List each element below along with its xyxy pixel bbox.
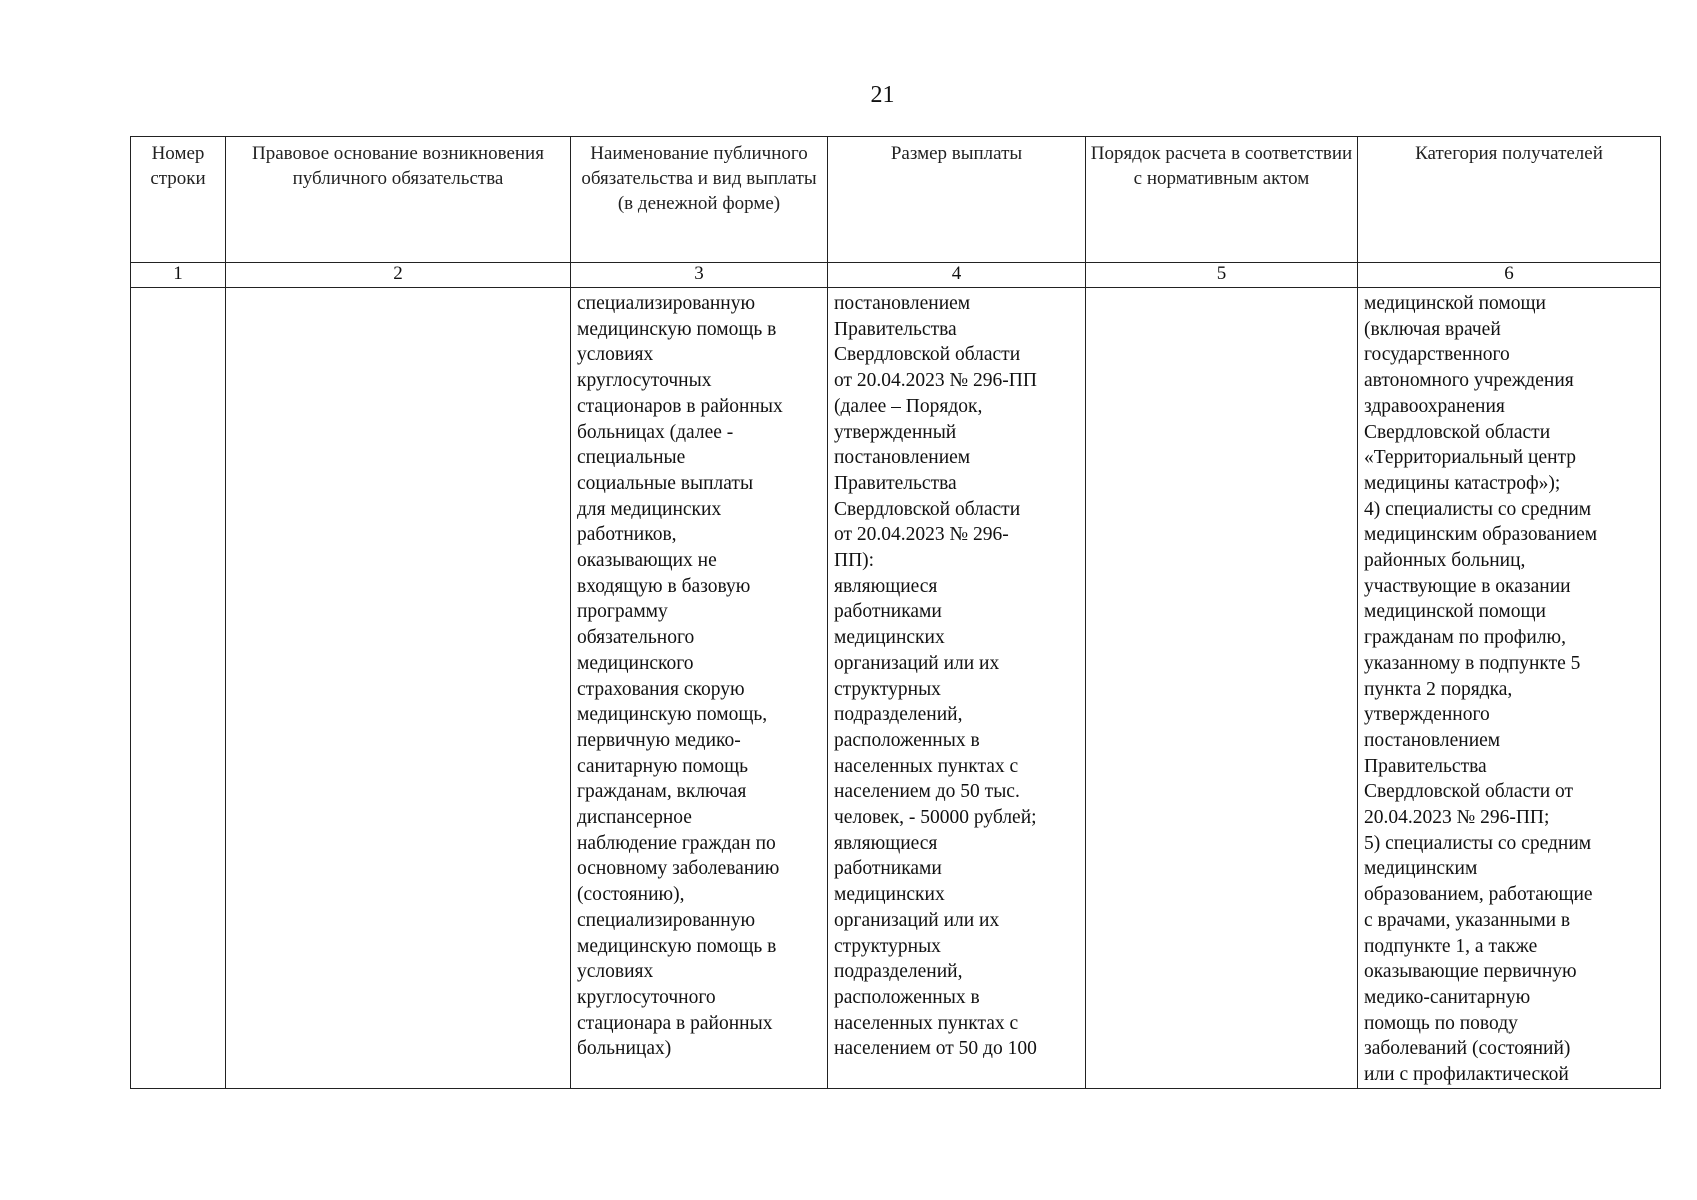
text-line: утвержденного (1364, 704, 1490, 726)
page-number: 21 (870, 82, 895, 108)
text-line: автономного учреждения (1364, 370, 1574, 392)
text-line: постановлением (834, 293, 971, 314)
text-line: районных больниц, (1364, 550, 1526, 572)
text-line: работниками (834, 858, 942, 880)
text-line: (включая врачей (1364, 318, 1501, 340)
text-line: медицинского (577, 652, 694, 674)
text-line: от 20.04.2023 № 296-ПП (834, 370, 1037, 392)
text-line: заболеваний (состояний) (1364, 1038, 1571, 1060)
column-number: 1 (131, 263, 226, 288)
payments-table (130, 136, 1661, 1089)
text-line: Правительства (834, 318, 957, 340)
text-line: социальные выплаты (577, 472, 754, 494)
text-line: медицинской помощи (1364, 293, 1546, 314)
text-line: помощь по поводу (1364, 1012, 1518, 1034)
text-line: медицинским образованием (1364, 524, 1598, 546)
column-number: 2 (226, 263, 571, 288)
header-recipient-category: Категория получателей (1358, 137, 1661, 263)
text-line: структурных (834, 678, 941, 700)
text-line: гражданам, включая (577, 781, 747, 803)
text-line: специальные (577, 447, 686, 469)
text-line: программу (577, 601, 668, 623)
text-line: населением от 50 до 100 (834, 1038, 1037, 1060)
text-line: «Территориальный центр (1364, 447, 1577, 469)
cell-obligation-name (571, 288, 828, 1089)
text-line: для медицинских (577, 498, 722, 520)
header-row-number: Номер строки (131, 137, 226, 263)
header-row (131, 137, 1661, 263)
text-line: медицинских (834, 884, 945, 906)
column-number: 4 (828, 263, 1086, 288)
text-line: Свердловской области (1364, 421, 1551, 443)
column-number: 5 (1086, 263, 1358, 288)
text-line: организаций или их (834, 652, 1000, 674)
text-line: государственного (1364, 344, 1510, 366)
text-line: с врачами, указанными в (1364, 909, 1571, 931)
cell-legal-basis (226, 288, 571, 1089)
text-line: постановлением (1364, 729, 1501, 751)
text-line: подразделений, (834, 961, 963, 983)
text-line: расположенных в (834, 729, 980, 751)
text-line: условиях (577, 344, 654, 366)
text-line: населенных пунктах с (834, 1012, 1019, 1034)
text-line: стационара в районных (577, 1012, 773, 1034)
text-line: участвующие в оказании (1364, 575, 1571, 597)
column-number-row (131, 263, 1661, 288)
text-line: медицинским (1364, 858, 1478, 880)
text-line: Свердловской области (834, 498, 1021, 520)
text-line: работников, (577, 524, 677, 546)
text-line: 5) специалисты со средним (1364, 832, 1592, 854)
text-line: оказывающих не (577, 550, 717, 572)
cell-recipient-category (1358, 288, 1661, 1089)
text-line: наблюдение граждан по (577, 832, 776, 854)
text-line: обязательного (577, 627, 695, 649)
text-line: условиях (577, 961, 654, 983)
text-line: ПП): (834, 550, 875, 572)
text-line: подпункте 1, а также (1364, 935, 1538, 957)
text-line: структурных (834, 935, 941, 957)
text-line: здравоохранения (1364, 395, 1505, 417)
text-line: стационаров в районных (577, 395, 783, 417)
text-line: работниками (834, 601, 942, 623)
text-line: Свердловской области (834, 344, 1021, 366)
text-line: больницах (далее - (577, 421, 734, 443)
header-payment-size: Размер выплаты (828, 137, 1086, 263)
cell-calculation-procedure (1086, 288, 1358, 1089)
text-line: постановлением (834, 447, 971, 469)
text-line: диспансерное (577, 807, 692, 829)
text-line: медицинскую помощь в (577, 318, 777, 340)
text-line: медико-санитарную (1364, 986, 1531, 1008)
header-legal-basis: Правовое основание возникновения публичного обязательства (226, 137, 571, 263)
header-calculation-procedure: Порядок расчета в соответствии с нормативным актом (1086, 137, 1358, 263)
column-number: 3 (571, 263, 828, 288)
text-line: человек, - 50000 рублей; (834, 807, 1037, 829)
text-line: основному заболеванию (577, 858, 780, 880)
text-line: медицинской помощи (1364, 601, 1546, 623)
text-line: населением до 50 тыс. (834, 781, 1020, 803)
text-line: круглосуточного (577, 986, 716, 1008)
text-line: медицинских (834, 627, 945, 649)
text-line: или с профилактической (1364, 1064, 1569, 1086)
text-line: пункта 2 порядка, (1364, 678, 1513, 700)
text-line: (далее – Порядок, (834, 395, 983, 417)
text-line: первичную медико- (577, 729, 741, 751)
text-line: медицинскую помощь, (577, 704, 768, 726)
text-line: входящую в базовую (577, 575, 751, 597)
text-line: являющиеся (834, 832, 938, 854)
text-line: страхования скорую (577, 678, 745, 700)
header-obligation-name: Наименование публичного обязательства и вид выплаты (в денежной форме) (571, 137, 828, 263)
text-line: утвержденный (834, 421, 957, 443)
text-line: подразделений, (834, 704, 963, 726)
text-line: медицины катастроф»); (1364, 472, 1561, 494)
text-line: Свердловской области от (1364, 781, 1574, 803)
text-line: (состоянию), (577, 884, 685, 906)
text-line: оказывающие первичную (1364, 961, 1577, 983)
text-line: гражданам по профилю, (1364, 627, 1566, 649)
text-line: Правительства (834, 472, 957, 494)
text-line: 4) специалисты со средним (1364, 498, 1592, 520)
text-line: специализированную (577, 293, 756, 314)
text-line: 20.04.2023 № 296-ПП; (1364, 807, 1550, 829)
text-line: расположенных в (834, 986, 980, 1008)
cell-row-number (131, 288, 226, 1089)
cell-payment-size (828, 288, 1086, 1089)
text-line: являющиеся (834, 575, 938, 597)
text-line: медицинскую помощь в (577, 935, 777, 957)
text-line: специализированную (577, 909, 756, 931)
text-line: Правительства (1364, 755, 1487, 777)
text-line: населенных пунктах с (834, 755, 1019, 777)
table-row (131, 288, 1661, 1089)
text-line: больницах) (577, 1038, 672, 1060)
text-line: указанному в подпункте 5 (1364, 652, 1581, 674)
text-line: санитарную помощь (577, 755, 749, 777)
text-line: круглосуточных (577, 370, 712, 392)
text-line: организаций или их (834, 909, 1000, 931)
column-number: 6 (1358, 263, 1661, 288)
text-line: образованием, работающие (1364, 884, 1593, 906)
text-line: от 20.04.2023 № 296- (834, 524, 1009, 546)
